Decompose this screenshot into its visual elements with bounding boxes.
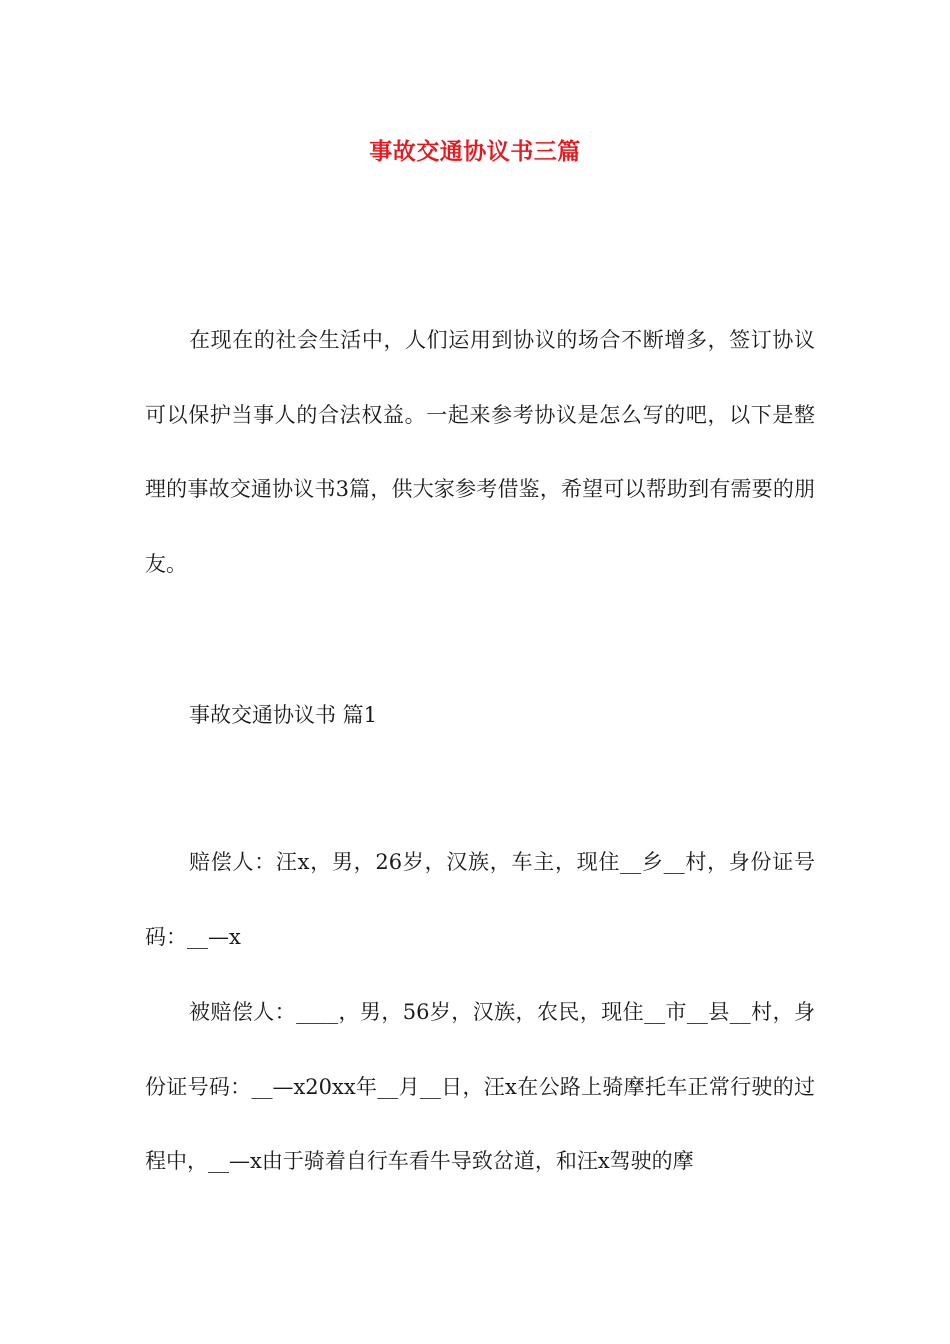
document-title: 事故交通协议书三篇 [369,138,581,165]
compensator-paragraph: 赔偿人：汪x，男，26岁，汉族，车主，现住__乡__村，身份证号码：__—x [145,850,815,949]
compensated-paragraph: 被赔偿人：____，男，56岁，汉族，农民，现住__市__县__村，身份证号码：__—x20xx年__月__日，汪x在公路上骑摩托车正常行驶的过程中，__—x由于骑着自行车看牛导致岔道，和汪x驾驶的摩 [145,1000,815,1173]
intro-paragraph: 在现在的社会生活中，人们运用到协议的场合不断增多，签订协议可以保护当事人的合法权益。一起来参考协议是怎么写的吧，以下是整理的事故交通协议书3篇，供大家参考借鉴，希望可以帮助到有需要的朋友。 [145,328,815,576]
section-heading: 事故交通协议书 篇1 [189,703,378,727]
